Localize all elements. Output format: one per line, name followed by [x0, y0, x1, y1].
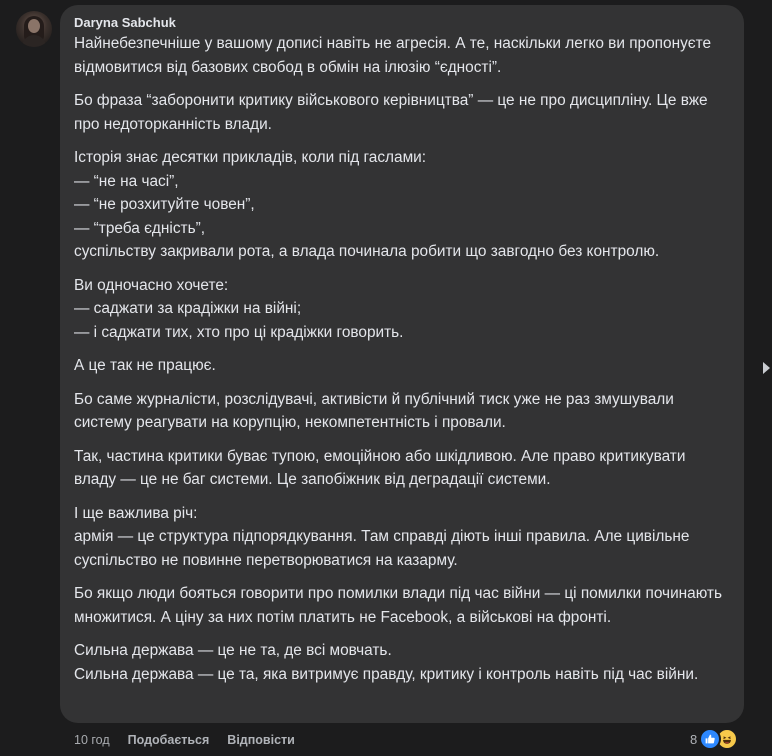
comment-paragraph: Історія знає десятки прикладів, коли під гаслами: — “не на часі”, — “не розхитуйте човен”, — “треба єдність”, суспільству закривали рота, а влада починала робити що завгодно без контролю. [74, 149, 660, 260]
reply-button[interactable]: Відповісти [227, 733, 295, 747]
comment-author[interactable]: Daryna Sabchuk [74, 15, 176, 30]
like-icon [699, 728, 721, 750]
comment-paragraph: Сильна держава — це не та, де всі мовчать. Сильна держава — це та, яка витримує правду, критику і контроль навіть під час війни. [74, 642, 699, 683]
reaction-count: 8 [690, 731, 698, 747]
comment-actions [74, 732, 295, 748]
comment-paragraph: Бо фраза “заборонити критику військового керівництва” — це не про дисципліну. Це вже про недоторканність влади. [74, 92, 708, 133]
comment-paragraph: І ще важлива річ: армія — це структура підпорядкування. Там справді діють інші правила. Але цивільне суспільство не повинне перетворюватися на казарму. [74, 504, 690, 569]
comment-paragraph: А це так не працює. [74, 357, 216, 374]
like-button[interactable]: Подобається [127, 733, 210, 747]
avatar-face [28, 19, 40, 33]
avatar[interactable] [16, 11, 52, 47]
comment-paragraph: Бо саме журналісти, розслідувачі, активісти й публічний тиск уже не раз змушували систему реагувати на корупцію, некомпетентність і провали. [74, 390, 674, 431]
scroll-right-arrow-icon[interactable] [763, 362, 770, 374]
comment-paragraph: Так, частина критики буває тупою, емоційною або шкідливою. Але право критикувати владу — це не баг системи. Це запобіжник від деградації системи. [74, 447, 686, 488]
comment-bubble [60, 5, 744, 723]
comment-timestamp[interactable]: 10 год [74, 733, 110, 747]
reactions-summary[interactable] [690, 728, 738, 750]
comment-paragraph: Найнебезпечніше у вашому дописі навіть не агресія. А те, наскільки легко ви пропонуєте відмовитися від базових свобод в обмін на ілюзію “єдності”. [74, 35, 712, 76]
comment-paragraph: Ви одночасно хочете: — саджати за крадіжки на війні; — і саджати тих, хто про ці крадіжки говорить. [74, 276, 404, 341]
comment-paragraph: Бо якщо люди бояться говорити про помилки влади під час війни — ці помилки починають множитися. А ціну за них потім платить не Facebook, а військові на фронті. [74, 585, 722, 626]
